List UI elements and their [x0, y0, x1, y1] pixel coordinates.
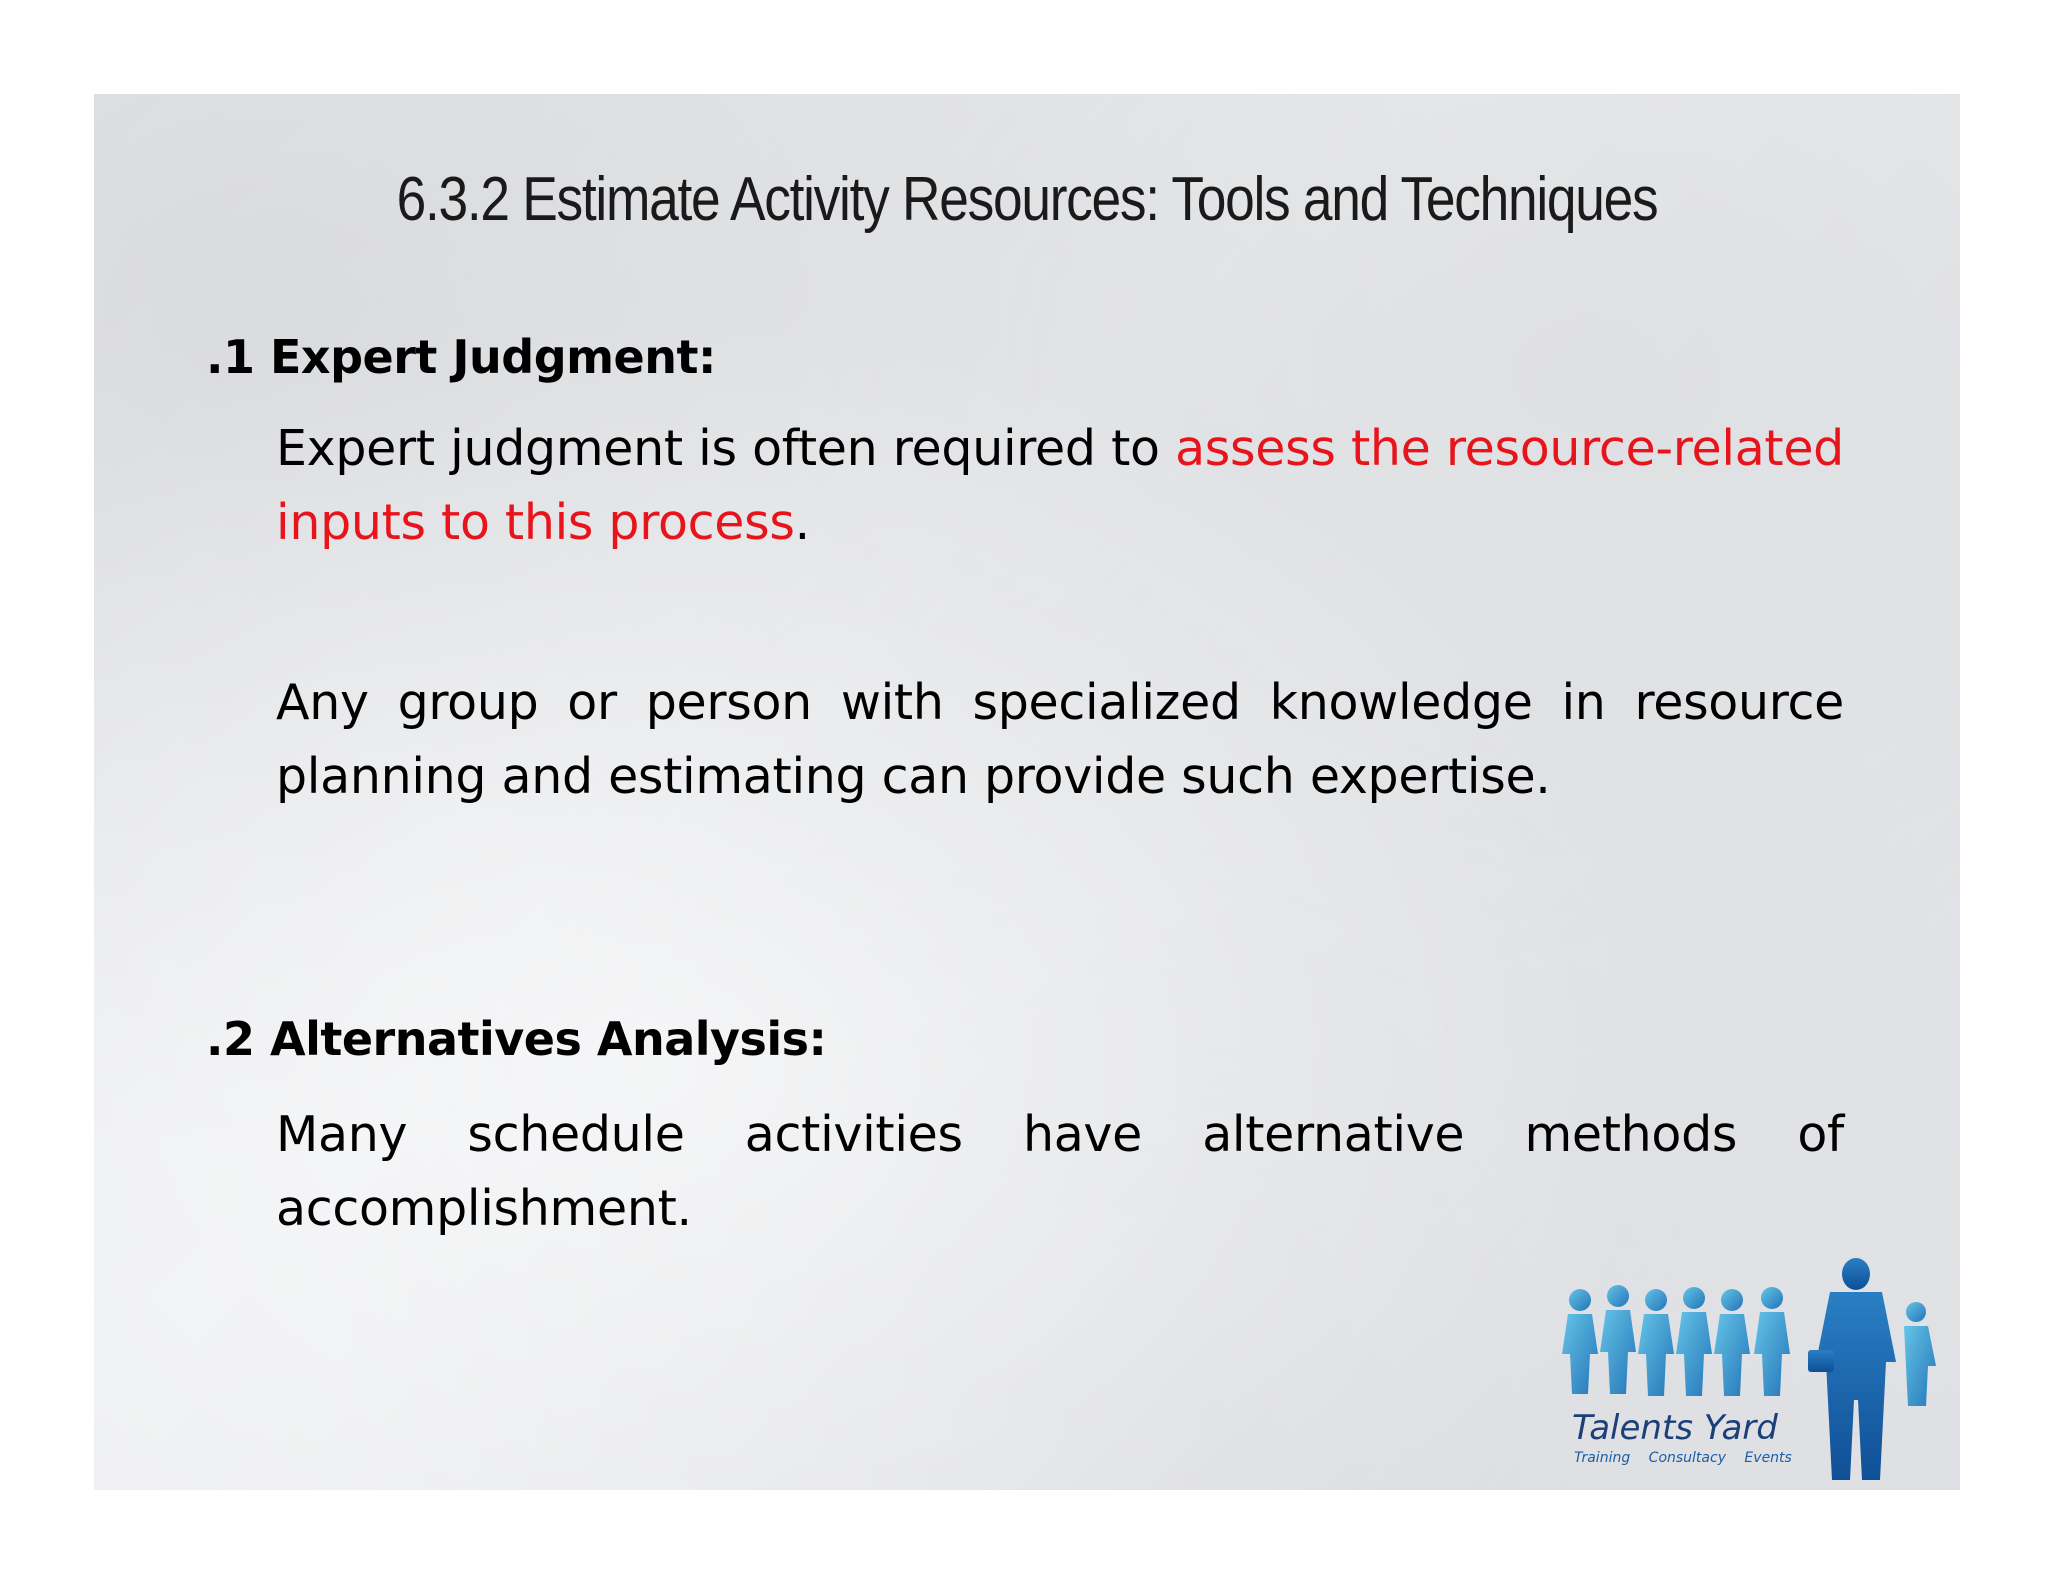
alternatives-analysis-paragraph: Many schedule activities have alternative methods of accomplishment. [276, 1106, 1844, 1237]
slide-title: 6.3.2 Estimate Activity Resources: Tools and Techniques [396, 165, 1658, 234]
highlighted-text: assess the resource-related inputs to this process [276, 420, 1844, 551]
logo-name: Talents Yard [1572, 1408, 1778, 1448]
logo-tagline: Training Consultacy Events [1574, 1450, 1792, 1466]
slide [94, 94, 1960, 1490]
paragraph-text: Expert judgment is often required to [276, 420, 1176, 477]
expert-judgment-paragraph-2: Any group or person with specialized knowledge in resource planning and estimating can provide such expertise. [276, 674, 1844, 805]
paragraph-text-end: . [794, 494, 810, 551]
section-heading-alternatives-analysis: .2 Alternatives Analysis: [206, 1012, 827, 1066]
expert-judgment-paragraph-1 [276, 412, 1844, 560]
section-heading-expert-judgment: .1 Expert Judgment: [206, 330, 716, 384]
